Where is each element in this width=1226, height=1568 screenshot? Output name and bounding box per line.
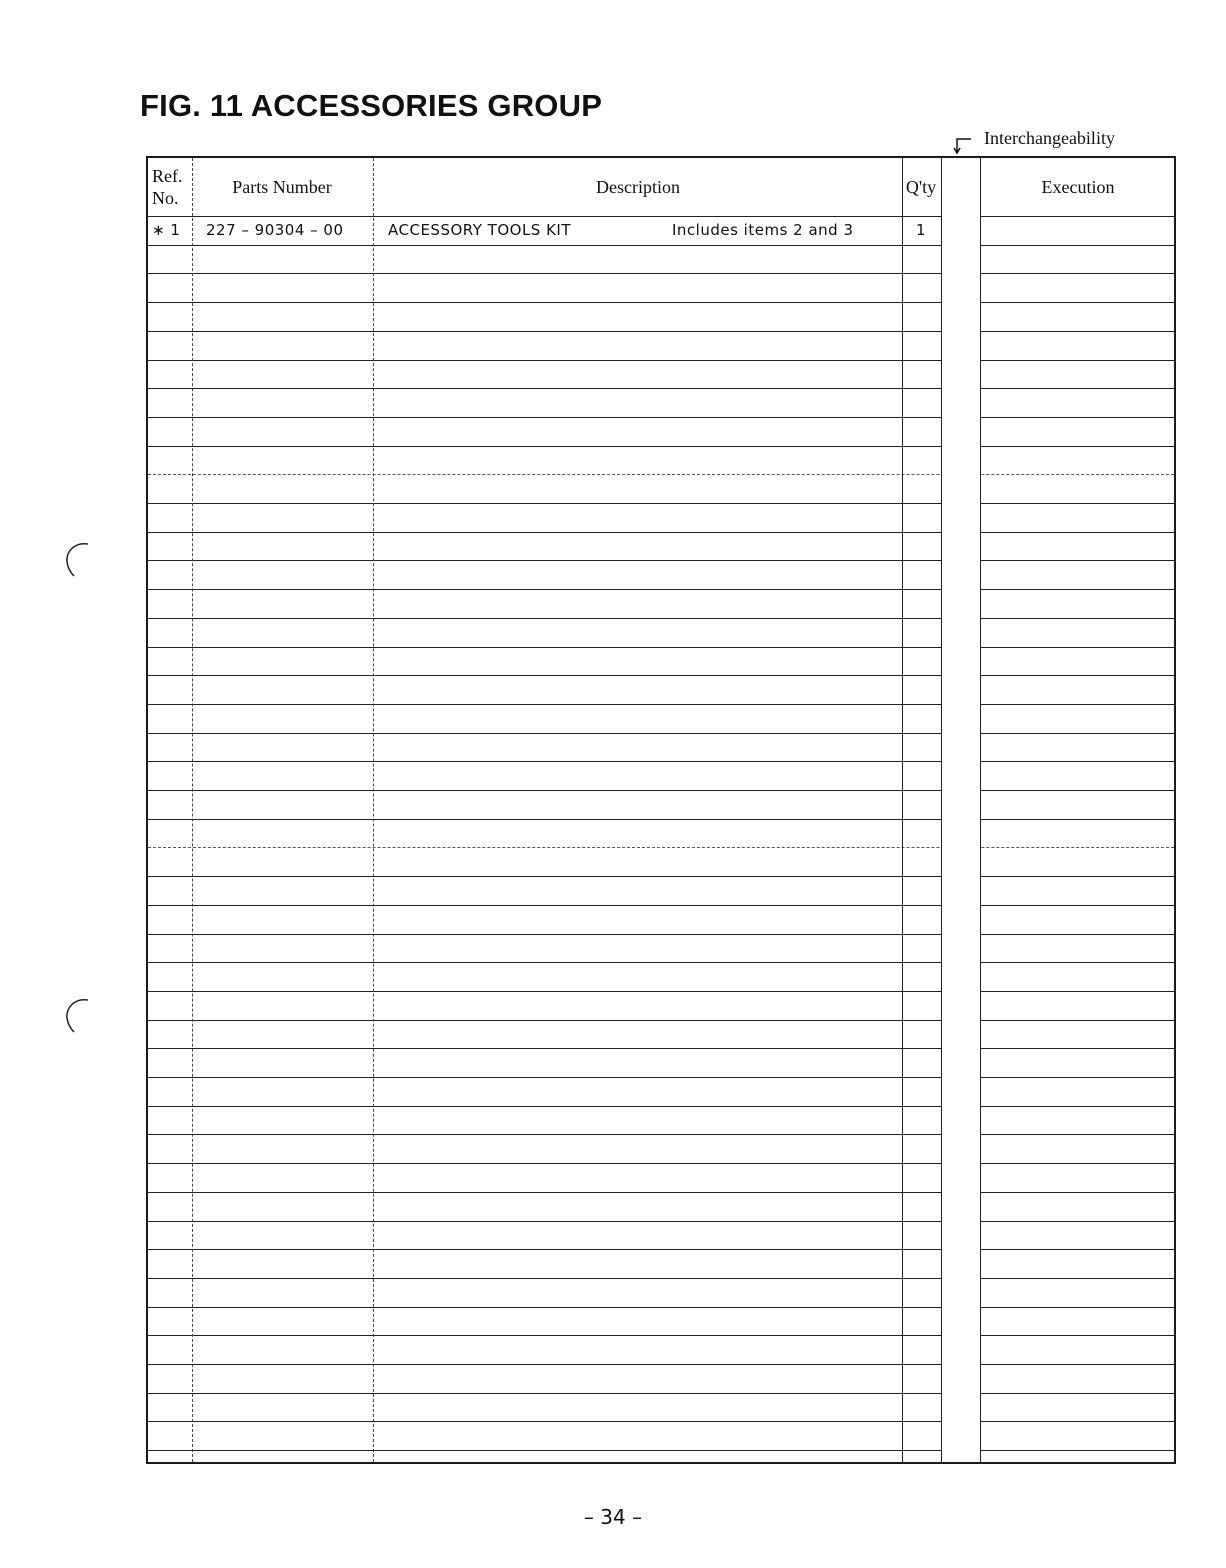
- interchangeability-column: [941, 158, 980, 1462]
- row-divider: [148, 360, 1174, 361]
- row-divider: [148, 819, 1174, 820]
- row-divider: [148, 1221, 1174, 1222]
- column-divider: [941, 158, 942, 1462]
- row-divider: [148, 905, 1174, 906]
- row-divider: [148, 790, 1174, 791]
- row-divider: [148, 417, 1174, 418]
- header-ref-no: Ref. No.: [152, 166, 183, 208]
- row-divider: [148, 245, 1174, 246]
- row-divider: [148, 1192, 1174, 1193]
- row-divider: [148, 1364, 1174, 1365]
- row-divider: [148, 1106, 1174, 1107]
- row-divider: [148, 331, 1174, 332]
- page-title: FIG. 11 ACCESSORIES GROUP: [140, 88, 603, 123]
- row-divider: [148, 1134, 1174, 1135]
- header-parts-number: Parts Number: [232, 177, 332, 197]
- row-divider: [148, 761, 1174, 762]
- row-divider: [148, 1163, 1174, 1164]
- column-divider: [373, 158, 374, 1462]
- row-divider: [148, 589, 1174, 590]
- row-divider: [148, 876, 1174, 877]
- row-divider: [148, 1249, 1174, 1250]
- header-description: Description: [596, 177, 680, 197]
- interchangeability-label: Interchangeability: [984, 128, 1115, 148]
- row-description: ACCESSORY TOOLS KIT: [388, 221, 572, 239]
- row-divider: [148, 560, 1174, 561]
- column-divider: [980, 158, 981, 1462]
- row-divider: [148, 704, 1174, 705]
- row-divider: [148, 1335, 1174, 1336]
- row-divider: [148, 273, 1174, 274]
- page-number: – 34 –: [583, 1505, 643, 1529]
- binder-hole-mark-icon: [62, 996, 92, 1036]
- header-qty: Q'ty: [905, 177, 937, 197]
- row-qty: 1: [915, 221, 927, 239]
- row-divider: [148, 1077, 1174, 1078]
- row-divider: [148, 647, 1174, 648]
- row-divider: [148, 962, 1174, 963]
- row-divider: [148, 1421, 1174, 1422]
- row-parts-number: 227 – 90304 – 00: [206, 221, 344, 239]
- column-divider: [192, 158, 193, 1462]
- row-divider: [148, 388, 1174, 389]
- row-divider: [148, 216, 1174, 217]
- row-divider: [148, 474, 1174, 475]
- row-divider: [148, 733, 1174, 734]
- column-divider: [902, 158, 903, 1462]
- row-divider: [148, 532, 1174, 533]
- row-divider: [148, 847, 1174, 848]
- row-divider: [148, 1307, 1174, 1308]
- table-header: [148, 158, 1174, 216]
- row-divider: [148, 446, 1174, 447]
- row-divider: [148, 675, 1174, 676]
- row-divider: [148, 1278, 1174, 1279]
- row-divider: [148, 618, 1174, 619]
- row-divider: [148, 1393, 1174, 1394]
- row-divider: [148, 1020, 1174, 1021]
- row-divider: [148, 991, 1174, 992]
- row-divider: [148, 1048, 1174, 1049]
- row-divider: [148, 1450, 1174, 1451]
- row-divider: [148, 302, 1174, 303]
- row-ref: ∗ 1: [152, 221, 181, 239]
- header-execution: Execution: [1041, 177, 1115, 197]
- interchangeability-arrow-icon: [951, 137, 973, 155]
- table-row: [148, 216, 1174, 244]
- row-divider: [148, 934, 1174, 935]
- binder-hole-mark-icon: [62, 540, 92, 580]
- row-note: Includes items 2 and 3: [672, 221, 854, 239]
- row-divider: [148, 503, 1174, 504]
- parts-table: [146, 156, 1176, 1464]
